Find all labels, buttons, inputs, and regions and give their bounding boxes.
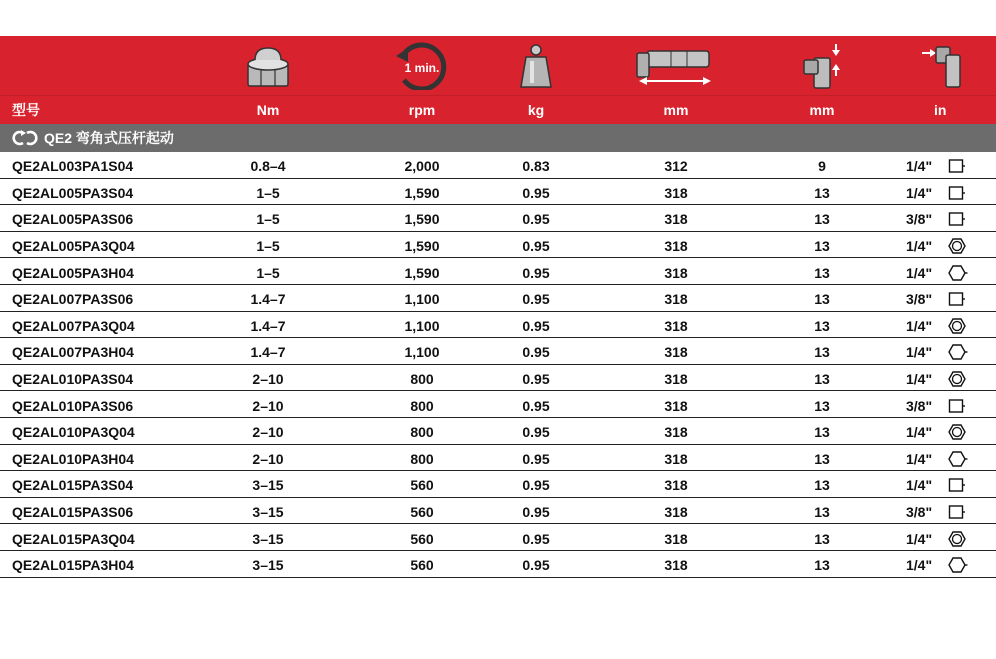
cell-torque: 1–5 — [256, 184, 280, 201]
cell-torque: 1–5 — [256, 211, 280, 228]
cell-drive — [890, 421, 990, 444]
cell-speed: 800 — [410, 450, 434, 467]
section-row — [0, 124, 996, 152]
table-row — [0, 498, 996, 525]
cell-speed: 1,100 — [404, 317, 440, 334]
cell-weight: 0.83 — [522, 158, 550, 175]
header-speed-unit: rpm — [408, 102, 436, 118]
cell-torque: 1.4–7 — [250, 344, 286, 361]
cell-speed: 1,590 — [404, 211, 440, 228]
cell-torque: 2–10 — [252, 450, 284, 467]
cell-speed: 2,000 — [404, 158, 440, 175]
cell-drive — [890, 554, 990, 577]
cell-drive — [890, 368, 990, 391]
header-weight-unit: kg — [527, 102, 545, 118]
cell-speed: 560 — [410, 530, 434, 547]
cell-speed: 560 — [410, 557, 434, 574]
table-row — [0, 179, 996, 206]
cell-length: 318 — [664, 371, 688, 388]
cell-length: 318 — [664, 530, 688, 547]
quick-change-chuck-icon — [946, 238, 966, 254]
cell-speed: 560 — [410, 504, 434, 521]
cell-drive — [890, 182, 990, 205]
cell-length: 318 — [664, 238, 688, 255]
cell-model: QE2AL005PA3S06 — [12, 211, 134, 228]
cell-drive — [890, 527, 990, 550]
cell-torque: 2–10 — [252, 424, 284, 441]
header-drive-unit: in — [934, 102, 947, 118]
section-title: QE2 弯角式压杆起动 — [44, 130, 174, 146]
weight-icon — [480, 36, 592, 95]
cell-drive — [890, 474, 990, 497]
cell-torque: 0.8–4 — [250, 158, 286, 175]
cell-weight: 0.95 — [522, 238, 550, 255]
cell-model: QE2AL015PA3S06 — [12, 504, 134, 521]
cell-torque: 1.4–7 — [250, 291, 286, 308]
cell-height: 13 — [814, 264, 830, 281]
header-height-unit: mm — [809, 102, 835, 118]
cell-torque: 1–5 — [256, 264, 280, 281]
nut-torque-icon — [212, 36, 324, 95]
drive-size: 1/4" — [906, 317, 933, 334]
cell-length: 318 — [664, 557, 688, 574]
cell-length: 318 — [664, 317, 688, 334]
cell-length: 312 — [664, 158, 688, 175]
cell-height: 13 — [814, 317, 830, 334]
cell-drive — [890, 501, 990, 524]
cell-model: QE2AL007PA3Q04 — [12, 317, 135, 334]
cell-speed: 560 — [410, 477, 434, 494]
cell-weight: 0.95 — [522, 530, 550, 547]
table-row — [0, 338, 996, 365]
table-row — [0, 365, 996, 392]
quick-change-chuck-icon — [946, 424, 966, 440]
cell-weight: 0.95 — [522, 477, 550, 494]
cell-speed: 1,590 — [404, 264, 440, 281]
drive-size: 3/8" — [906, 211, 933, 228]
cell-weight: 0.95 — [522, 504, 550, 521]
svg-text:1 min.: 1 min. — [404, 60, 440, 75]
quick-change-chuck-icon — [946, 371, 966, 387]
hex-drive-icon — [946, 451, 968, 467]
hex-drive-icon — [946, 344, 968, 360]
cell-length: 318 — [664, 264, 688, 281]
cell-torque: 3–15 — [252, 477, 284, 494]
cell-model: QE2AL015PA3Q04 — [12, 530, 135, 547]
drive-size: 1/4" — [906, 530, 933, 547]
square-drive-icon — [946, 185, 966, 201]
quick-change-chuck-icon — [946, 531, 966, 547]
cell-weight: 0.95 — [522, 397, 550, 414]
hex-drive-icon — [946, 265, 968, 281]
cell-length: 318 — [664, 184, 688, 201]
cell-drive — [890, 155, 990, 178]
drive-size: 1/4" — [906, 184, 933, 201]
cell-drive — [890, 448, 990, 471]
cell-height: 13 — [814, 211, 830, 228]
cell-model: QE2AL010PA3H04 — [12, 450, 134, 467]
cell-length: 318 — [664, 397, 688, 414]
cell-length: 318 — [664, 450, 688, 467]
header-model: 型号 — [12, 102, 40, 118]
cell-model: QE2AL010PA3S04 — [12, 371, 134, 388]
header-torque-unit: Nm — [256, 102, 280, 118]
cell-speed: 1,590 — [404, 238, 440, 255]
cell-drive — [890, 235, 990, 258]
cell-height: 13 — [814, 504, 830, 521]
cell-height: 13 — [814, 344, 830, 361]
cell-height: 13 — [814, 424, 830, 441]
cell-length: 318 — [664, 477, 688, 494]
cell-weight: 0.95 — [522, 424, 550, 441]
drive-angle-head-icon — [890, 36, 990, 95]
quick-change-chuck-icon — [946, 318, 966, 334]
spec-table — [0, 36, 996, 578]
cell-model: QE2AL015PA3S04 — [12, 477, 134, 494]
table-row — [0, 551, 996, 578]
table-row — [0, 471, 996, 498]
cell-height: 13 — [814, 557, 830, 574]
cell-weight: 0.95 — [522, 184, 550, 201]
hex-drive-icon — [946, 557, 968, 573]
cell-height: 13 — [814, 477, 830, 494]
cell-model: QE2AL015PA3H04 — [12, 557, 134, 574]
cell-model: QE2AL005PA3S04 — [12, 184, 134, 201]
cell-height: 13 — [814, 291, 830, 308]
header-icon-row — [0, 36, 996, 95]
angle-tool-length-icon — [620, 36, 732, 95]
cell-torque: 2–10 — [252, 371, 284, 388]
cell-drive — [890, 208, 990, 231]
cell-drive — [890, 261, 990, 284]
cell-height: 9 — [818, 158, 826, 175]
cell-height: 13 — [814, 184, 830, 201]
cell-weight: 0.95 — [522, 450, 550, 467]
cell-height: 13 — [814, 530, 830, 547]
cell-drive — [890, 315, 990, 338]
table-row — [0, 312, 996, 339]
rpm-dial-icon — [366, 36, 478, 95]
cell-weight: 0.95 — [522, 264, 550, 281]
cell-torque: 1–5 — [256, 238, 280, 255]
table-row — [0, 445, 996, 472]
drive-size: 1/4" — [906, 450, 933, 467]
cell-height: 13 — [814, 397, 830, 414]
square-drive-icon — [946, 211, 966, 227]
table-row — [0, 232, 996, 259]
cell-length: 318 — [664, 211, 688, 228]
drive-size: 1/4" — [906, 158, 933, 175]
cell-torque: 3–15 — [252, 530, 284, 547]
cell-drive — [890, 394, 990, 417]
cell-model: QE2AL007PA3H04 — [12, 344, 134, 361]
cell-speed: 800 — [410, 424, 434, 441]
cell-height: 13 — [814, 450, 830, 467]
cell-speed: 800 — [410, 397, 434, 414]
cell-model: QE2AL010PA3S06 — [12, 397, 134, 414]
square-drive-icon — [946, 158, 966, 174]
cell-speed: 1,590 — [404, 184, 440, 201]
drive-size: 1/4" — [906, 424, 933, 441]
cell-torque: 3–15 — [252, 504, 284, 521]
cell-weight: 0.95 — [522, 557, 550, 574]
cell-length: 318 — [664, 344, 688, 361]
table-row — [0, 285, 996, 312]
cell-height: 13 — [814, 238, 830, 255]
table-row — [0, 205, 996, 232]
cell-model: QE2AL005PA3Q04 — [12, 238, 135, 255]
drive-size: 1/4" — [906, 371, 933, 388]
table-row — [0, 524, 996, 551]
cell-torque: 3–15 — [252, 557, 284, 574]
square-drive-icon — [946, 291, 966, 307]
product-logo-icon — [12, 130, 38, 146]
cell-weight: 0.95 — [522, 371, 550, 388]
table-row — [0, 391, 996, 418]
drive-size: 3/8" — [906, 397, 933, 414]
table-row — [0, 258, 996, 285]
square-drive-icon — [946, 398, 966, 414]
cell-speed: 1,100 — [404, 291, 440, 308]
cell-weight: 0.95 — [522, 317, 550, 334]
cell-length: 318 — [664, 424, 688, 441]
cell-drive — [890, 288, 990, 311]
square-drive-icon — [946, 477, 966, 493]
cell-drive — [890, 341, 990, 364]
cell-model: QE2AL003PA1S04 — [12, 158, 134, 175]
cell-model: QE2AL010PA3Q04 — [12, 424, 135, 441]
drive-size: 1/4" — [906, 557, 933, 574]
header-length-unit: mm — [663, 102, 689, 118]
table-row — [0, 152, 996, 179]
cell-weight: 0.95 — [522, 211, 550, 228]
head-height-icon — [766, 36, 878, 95]
units-header-row — [0, 95, 996, 124]
drive-size: 3/8" — [906, 504, 933, 521]
drive-size: 1/4" — [906, 344, 933, 361]
cell-speed: 800 — [410, 371, 434, 388]
cell-model: QE2AL005PA3H04 — [12, 264, 134, 281]
cell-torque: 2–10 — [252, 397, 284, 414]
cell-torque: 1.4–7 — [250, 317, 286, 334]
cell-model: QE2AL007PA3S06 — [12, 291, 134, 308]
drive-size: 1/4" — [906, 264, 933, 281]
cell-length: 318 — [664, 291, 688, 308]
table-body — [0, 152, 996, 578]
cell-weight: 0.95 — [522, 344, 550, 361]
cell-speed: 1,100 — [404, 344, 440, 361]
cell-length: 318 — [664, 504, 688, 521]
table-row — [0, 418, 996, 445]
cell-weight: 0.95 — [522, 291, 550, 308]
square-drive-icon — [946, 504, 966, 520]
drive-size: 1/4" — [906, 238, 933, 255]
drive-size: 3/8" — [906, 291, 933, 308]
drive-size: 1/4" — [906, 477, 933, 494]
cell-height: 13 — [814, 371, 830, 388]
